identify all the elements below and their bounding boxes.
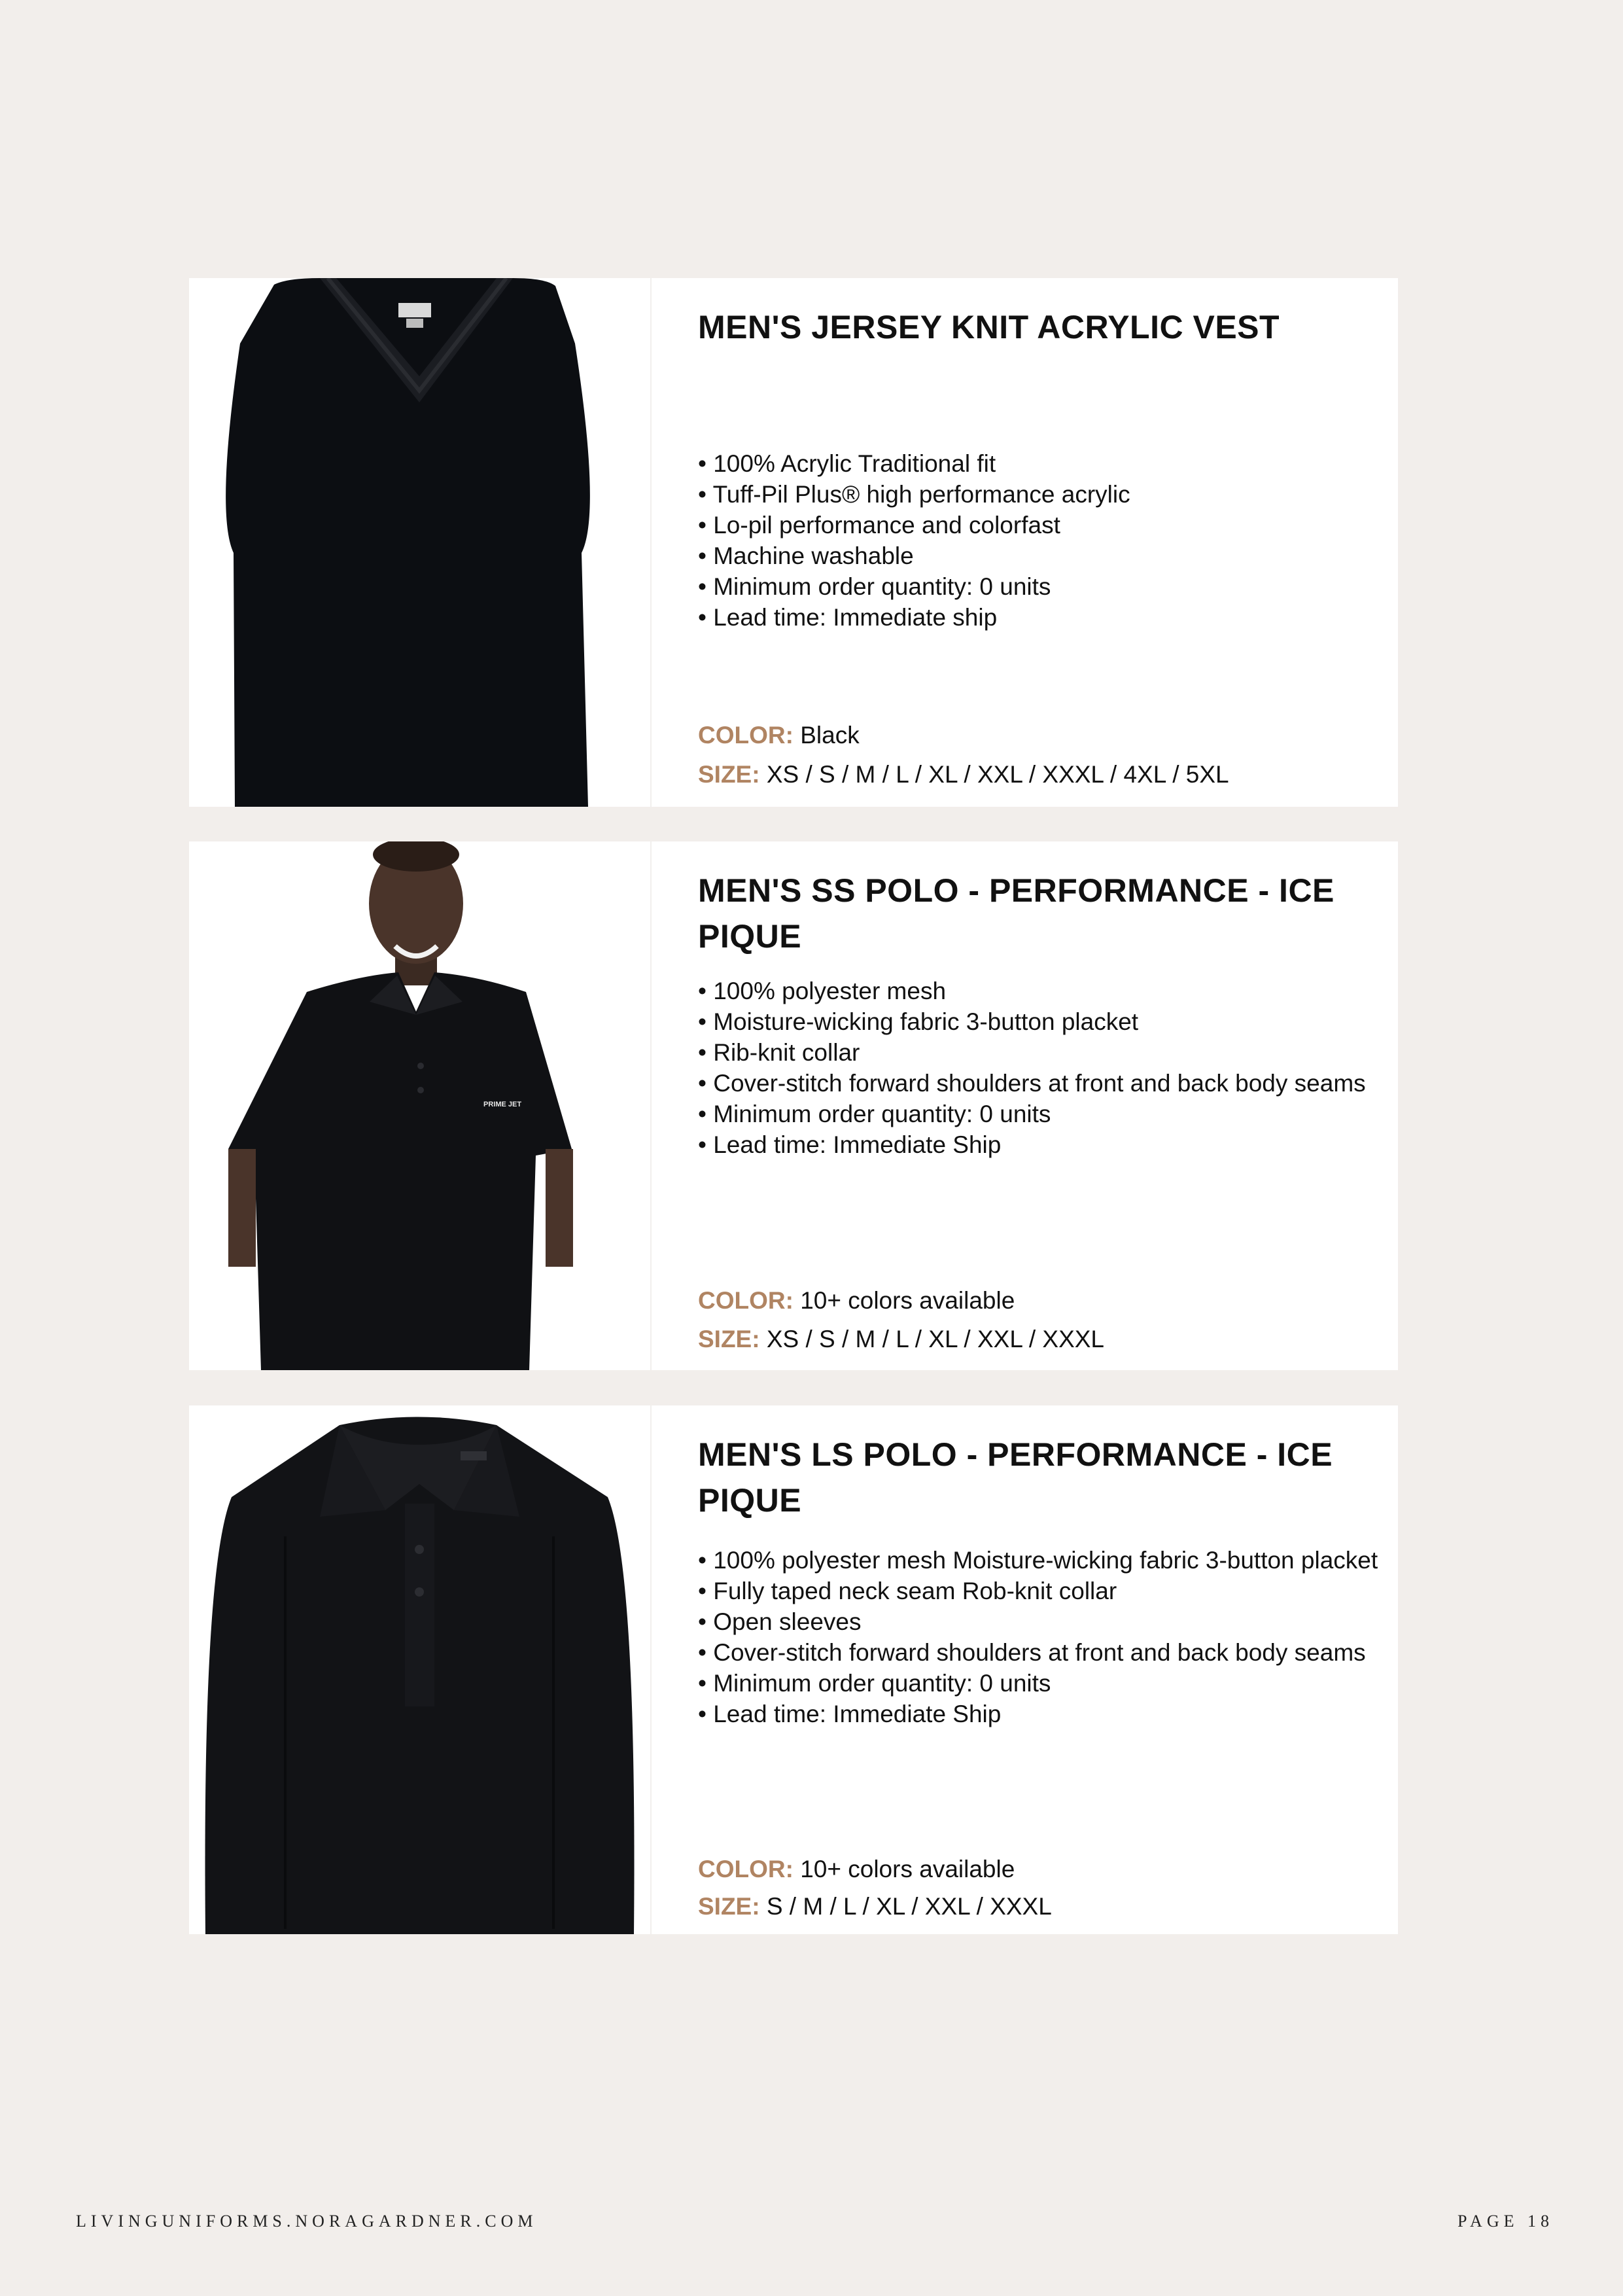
feature-item: • Minimum order quantity: 0 units	[698, 1668, 1378, 1699]
product-title: MEN'S LS POLO - PERFORMANCE - ICE PIQUE	[698, 1436, 1333, 1519]
feature-item: • Lead time: Immediate Ship	[698, 1699, 1378, 1729]
feature-item: • Lead time: Immediate ship	[698, 602, 1378, 633]
feature-item: • Machine washable	[698, 540, 1378, 571]
feature-item: • Rib-knit collar	[698, 1037, 1378, 1068]
color-label: COLOR:	[698, 722, 794, 749]
feature-item: • Cover-stitch forward shoulders at front and back body seams	[698, 1068, 1378, 1099]
feature-list	[698, 976, 1378, 1160]
feature-item: • Open sleeves	[698, 1606, 1378, 1637]
color-label: COLOR:	[698, 1856, 794, 1882]
feature-item: • Fully taped neck seam Rob-knit collar	[698, 1576, 1378, 1606]
product-card-vest	[189, 278, 1398, 807]
size-value: XS / S / M / L / XL / XXL / XXXL	[766, 1326, 1105, 1352]
color-value: 10+ colors available	[800, 1287, 1015, 1314]
vest-illustration	[189, 278, 650, 807]
size-spec	[698, 1324, 1104, 1354]
feature-item: • Moisture-wicking fabric 3-button placket	[698, 1006, 1378, 1037]
feature-item: • Minimum order quantity: 0 units	[698, 1099, 1378, 1129]
feature-item: • Lead time: Immediate Ship	[698, 1129, 1378, 1160]
product-title: MEN'S JERSEY KNIT ACRYLIC VEST	[698, 309, 1280, 345]
color-spec	[698, 1285, 1015, 1316]
feature-item: • 100% polyester mesh Moisture-wicking fabric 3-button placket	[698, 1545, 1378, 1576]
product-card-ls-polo	[189, 1405, 1398, 1934]
ss-polo-model-illustration	[189, 841, 650, 1370]
color-spec	[698, 720, 860, 751]
color-value: 10+ colors available	[800, 1856, 1015, 1882]
feature-list	[698, 1545, 1378, 1729]
color-value: Black	[800, 722, 860, 749]
product-info-vest	[698, 304, 1378, 788]
feature-item: • Lo-pil performance and colorfast	[698, 510, 1378, 540]
size-spec	[698, 759, 1229, 790]
size-value: S / M / L / XL / XXL / XXXL	[766, 1893, 1052, 1920]
product-info-ss-polo	[698, 868, 1378, 1352]
product-image-ss-polo	[189, 841, 652, 1370]
polo-logo-text: PRIME JET	[483, 1101, 522, 1108]
color-spec	[698, 1854, 1015, 1884]
feature-list	[698, 448, 1378, 633]
footer-website: LIVINGUNIFORMS.NORAGARDNER.COM	[76, 2212, 538, 2231]
size-label: SIZE:	[698, 1893, 760, 1920]
product-image-vest	[189, 278, 652, 807]
page-number: PAGE 18	[1457, 2212, 1554, 2231]
feature-item: • 100% polyester mesh	[698, 976, 1378, 1006]
product-title: MEN'S SS POLO - PERFORMANCE - ICE PIQUE	[698, 872, 1335, 955]
ls-polo-illustration	[189, 1405, 650, 1934]
size-spec	[698, 1891, 1052, 1922]
size-value: XS / S / M / L / XL / XXL / XXXL / 4XL / 5XL	[766, 761, 1229, 788]
feature-item: • Minimum order quantity: 0 units	[698, 571, 1378, 602]
product-info-ls-polo	[698, 1432, 1378, 1920]
feature-item: • Cover-stitch forward shoulders at front and back body seams	[698, 1637, 1378, 1668]
feature-item: • 100% Acrylic Traditional fit	[698, 448, 1378, 479]
product-image-ls-polo	[189, 1405, 652, 1934]
color-label: COLOR:	[698, 1287, 794, 1314]
size-label: SIZE:	[698, 761, 760, 788]
product-card-ss-polo	[189, 841, 1398, 1370]
size-label: SIZE:	[698, 1326, 760, 1352]
feature-item: • Tuff-Pil Plus® high performance acrylic	[698, 479, 1378, 510]
